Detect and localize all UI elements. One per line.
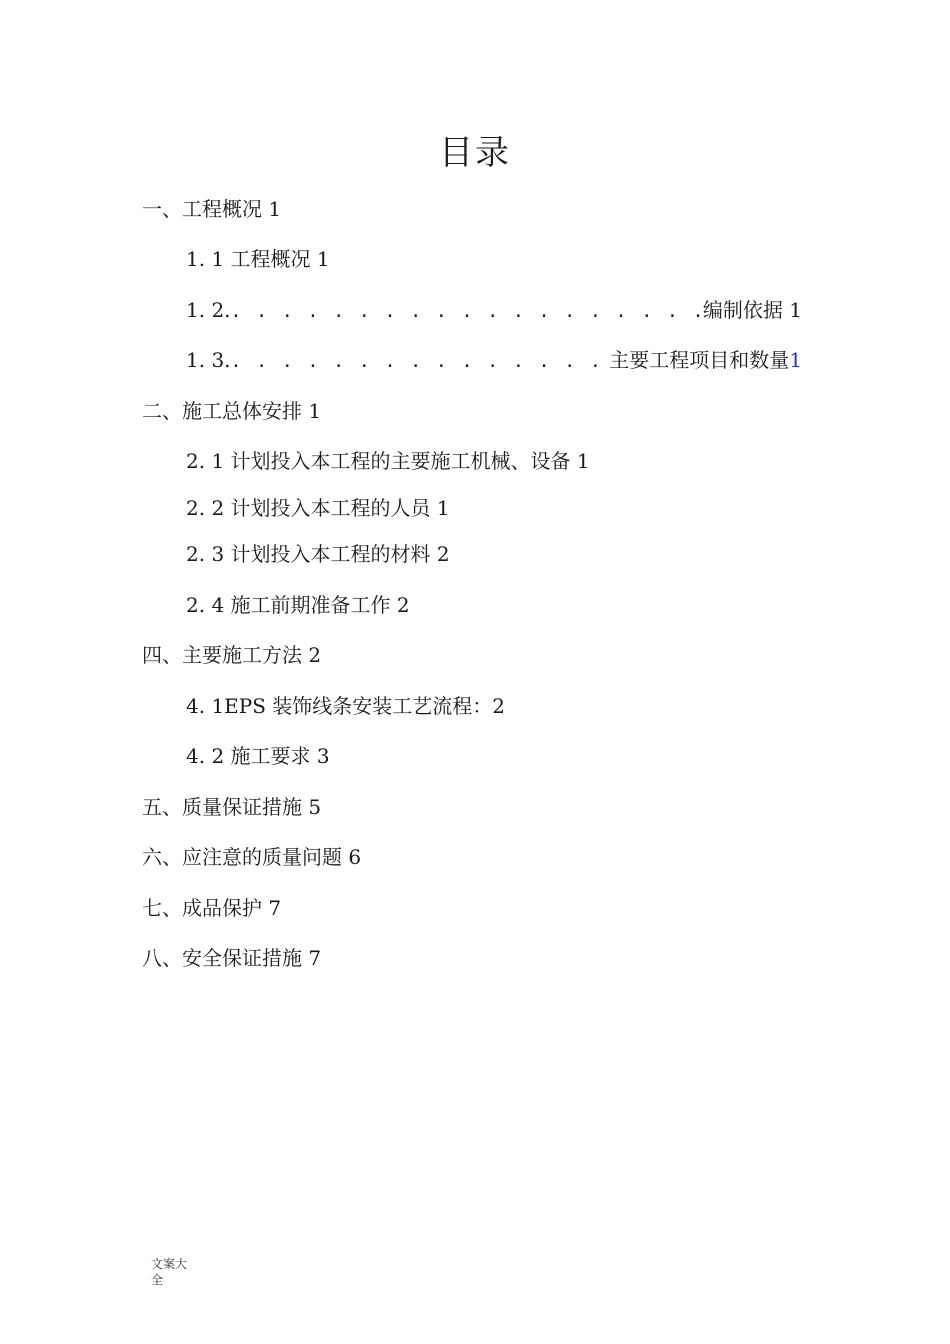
page-title: 目录 bbox=[439, 132, 511, 173]
toc-entry-6[interactable]: 六、应注意的质量问题 6 bbox=[142, 845, 362, 869]
footer-label: 文案大全 bbox=[151, 1257, 188, 1287]
toc-entry-4[interactable]: 四、主要施工方法 2 bbox=[142, 643, 322, 667]
toc-entry-2-2[interactable]: 2. 2 计划投入本工程的人员 1 bbox=[186, 496, 450, 520]
toc-entry-4-2[interactable]: 4. 2 施工要求 3 bbox=[186, 744, 330, 768]
toc-entry-label: 主要工程项目和数量 bbox=[609, 348, 790, 372]
toc-entry-8[interactable]: 八、安全保证措施 7 bbox=[142, 946, 322, 970]
toc-entry-2-1[interactable]: 2. 1 计划投入本工程的主要施工机械、设备 1 bbox=[186, 449, 590, 473]
toc-page-link[interactable]: 1 bbox=[789, 348, 802, 372]
toc-entry-4-1[interactable]: 4. 1EPS 装饰线条安装工艺流程：2 bbox=[186, 694, 506, 718]
toc-entry-1-2[interactable] bbox=[186, 296, 802, 326]
toc-entry-5[interactable]: 五、质量保证措施 5 bbox=[142, 795, 322, 819]
toc-entry-1-3[interactable] bbox=[186, 346, 802, 376]
toc-entry-7[interactable]: 七、成品保护 7 bbox=[142, 896, 282, 920]
dot-leader bbox=[231, 348, 610, 376]
toc-entry-1-1[interactable]: 1. 1 工程概况 1 bbox=[186, 247, 330, 271]
toc-entry-text: 编制依据 1 bbox=[702, 298, 802, 322]
toc-entry-2-3[interactable]: 2. 3 计划投入本工程的材料 2 bbox=[186, 542, 450, 566]
dot-leader bbox=[231, 298, 703, 326]
toc-entry-2-4[interactable]: 2. 4 施工前期准备工作 2 bbox=[186, 593, 410, 617]
toc-entry-1[interactable]: 一、工程概况 1 bbox=[142, 197, 282, 221]
toc-entry-2[interactable]: 二、施工总体安排 1 bbox=[142, 399, 322, 423]
toc-entry-number: 1. 2. bbox=[186, 298, 231, 322]
toc-entry-number: 1. 3. bbox=[186, 348, 231, 372]
toc-entry-text bbox=[609, 346, 802, 374]
